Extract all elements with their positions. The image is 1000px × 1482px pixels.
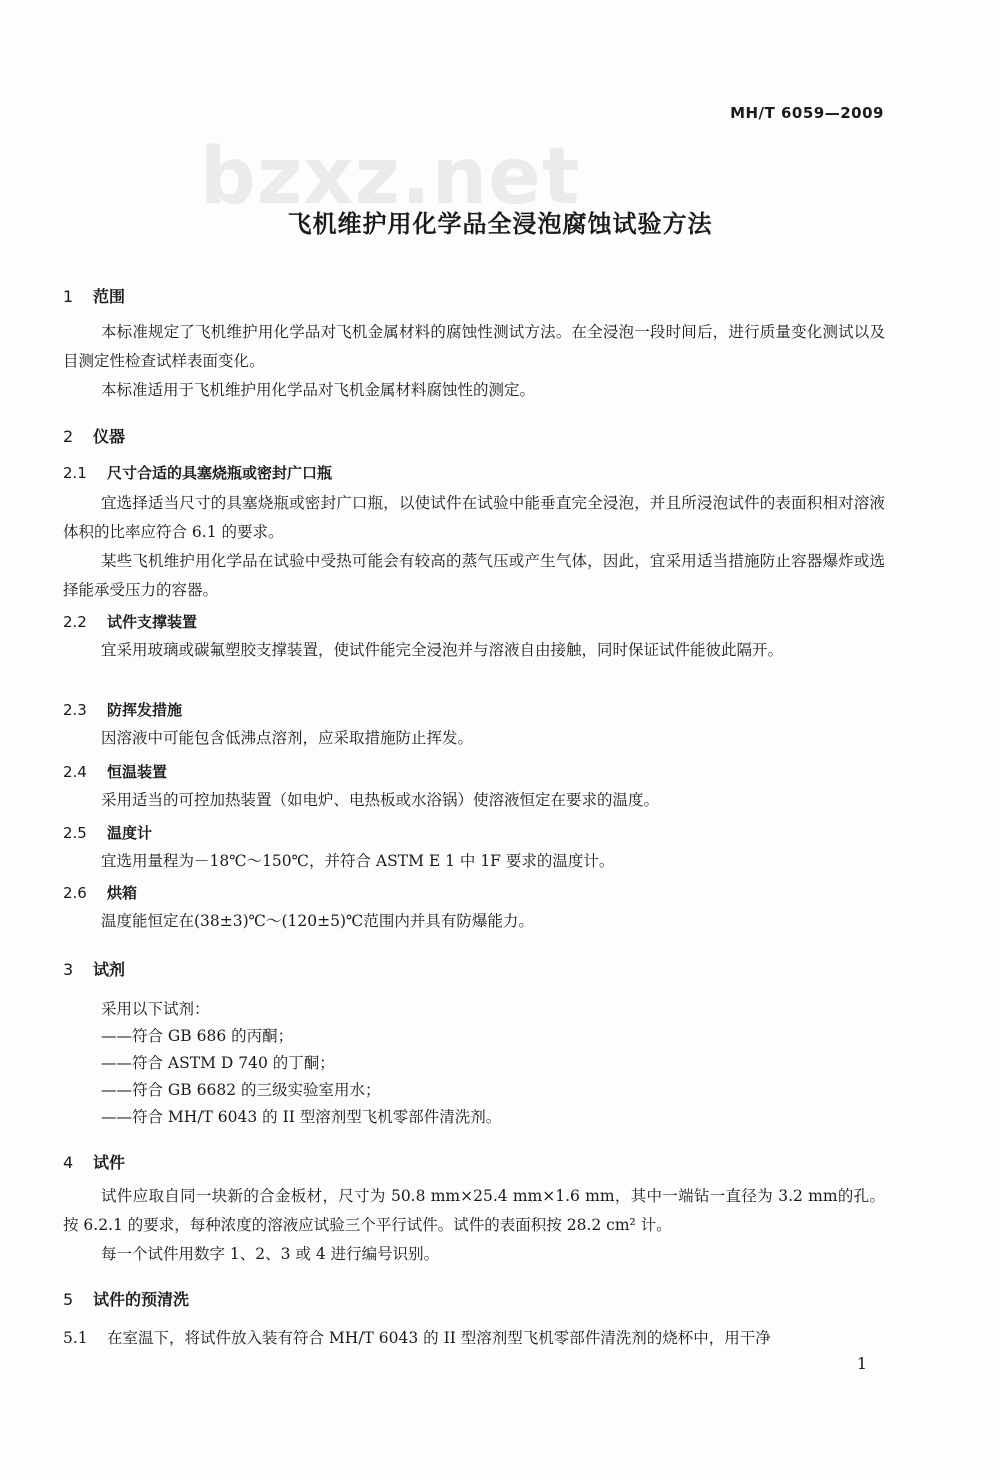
section-title: 防挥发措施 (107, 701, 183, 719)
section-1-paragraph-2: 本标准适用于飞机维护用化学品对飞机金属材料腐蚀性的测定。 (101, 381, 536, 399)
reagent-item: ——符合 GB 6682 的三级实验室用水； (101, 1081, 381, 1099)
section-2-6-heading (63, 882, 137, 903)
section-title: 试件的预清洗 (93, 1290, 190, 1309)
section-number: 2.2 (63, 613, 87, 631)
section-text: 在室温下，将试件放入装有符合 MH/T 6043 的 II 型溶剂型飞机零部件清洗剂的烧杯中，用干净 (107, 1329, 771, 1347)
reagent-item: ——符合 ASTM D 740 的丁酮； (101, 1054, 335, 1072)
reagent-item: ——符合 GB 686 的丙酮； (101, 1027, 294, 1045)
section-number: 4 (63, 1153, 74, 1172)
section-2-5-paragraph-1: 宜选用量程为－18℃～150℃，并符合 ASTM E 1 中 1F 要求的温度计。 (101, 852, 615, 870)
section-2-2-heading (63, 611, 197, 632)
section-number: 2.1 (63, 464, 87, 482)
section-title: 烘箱 (107, 884, 138, 902)
section-number: 5 (63, 1290, 74, 1309)
section-5-heading (63, 1287, 189, 1310)
section-number: 1 (63, 287, 74, 306)
section-2-1-heading (63, 462, 332, 483)
section-number: 3 (63, 960, 74, 979)
section-2-2-paragraph-1: 宜采用玻璃或碳氟塑胶支撑装置，使试件能完全浸泡并与溶液自由接触，同时保证试件能彼此隔开。 (101, 641, 784, 659)
section-number: 2.6 (63, 884, 87, 902)
document-title: 飞机维护用化学品全浸泡腐蚀试验方法 (287, 210, 713, 238)
section-title: 试件支撑装置 (107, 613, 198, 631)
section-4-paragraph-1: 试件应取自同一块新的合金板材，尺寸为 50.8 mm×25.4 mm×1.6 mm，其中一端钻一直径为 3.2 mm的孔。按 6.2.1 的要求，每种浓度的溶液应试验三个平行试件。试件的表面积按 28.2 cm² 计。 (63, 1187, 885, 1234)
section-1-heading (63, 284, 125, 307)
section-5-1-text (63, 1326, 771, 1348)
section-title: 恒温装置 (107, 763, 168, 781)
section-2-1-paragraph-1: 宜选择适当尺寸的具塞烧瓶或密封广口瓶，以使试件在试验中能垂直完全浸泡，并且所浸泡试件的表面积相对溶液体积的比率应符合 6.1 的要求。 (63, 494, 885, 541)
section-title: 试件 (93, 1153, 126, 1172)
section-title: 仪器 (93, 427, 126, 446)
section-title: 温度计 (107, 824, 153, 842)
section-title: 尺寸合适的具塞烧瓶或密封广口瓶 (107, 464, 333, 482)
section-2-3-heading (63, 699, 182, 720)
section-4-heading (63, 1150, 125, 1173)
section-2-6-paragraph-1: 温度能恒定在(38±3)℃～(120±5)℃范围内并具有防爆能力。 (101, 912, 534, 930)
section-2-3-paragraph-1: 因溶液中可能包含低沸点溶剂，应采取措施防止挥发。 (101, 729, 474, 747)
section-title: 范围 (93, 287, 126, 306)
standard-number: MH/T 6059—2009 (730, 104, 884, 122)
section-3-heading (63, 957, 125, 980)
section-2-4-paragraph-1: 采用适当的可控加热装置（如电炉、电热板或水浴锅）使溶液恒定在要求的温度。 (101, 791, 660, 809)
section-title: 试剂 (93, 960, 126, 979)
section-2-1-paragraph-2: 某些飞机维护用化学品在试验中受热可能会有较高的蒸气压或产生气体，因此，宜采用适当措施防止容器爆炸或选择能承受压力的容器。 (63, 552, 885, 599)
section-number: 2.5 (63, 824, 87, 842)
section-2-heading (63, 424, 125, 447)
section-number: 2 (63, 427, 74, 446)
section-number: 2.4 (63, 763, 87, 781)
reagent-item: ——符合 MH/T 6043 的 II 型溶剂型飞机零部件清洗剂。 (101, 1108, 502, 1126)
watermark: bzxz.net (200, 132, 581, 222)
section-2-4-heading (63, 761, 167, 782)
reagents-intro: 采用以下试剂： (101, 1000, 210, 1018)
section-number: 2.3 (63, 701, 87, 719)
section-2-5-heading (63, 822, 152, 843)
page-number: 1 (856, 1354, 867, 1373)
section-number: 5.1 (63, 1329, 88, 1347)
section-1-paragraph-1: 本标准规定了飞机维护用化学品对飞机金属材料的腐蚀性测试方法。在全浸泡一段时间后，进行质量变化测试以及目测定性检查试样表面变化。 (63, 323, 885, 370)
section-4-paragraph-2: 每一个试件用数字 1、2、3 或 4 进行编号识别。 (101, 1245, 440, 1263)
